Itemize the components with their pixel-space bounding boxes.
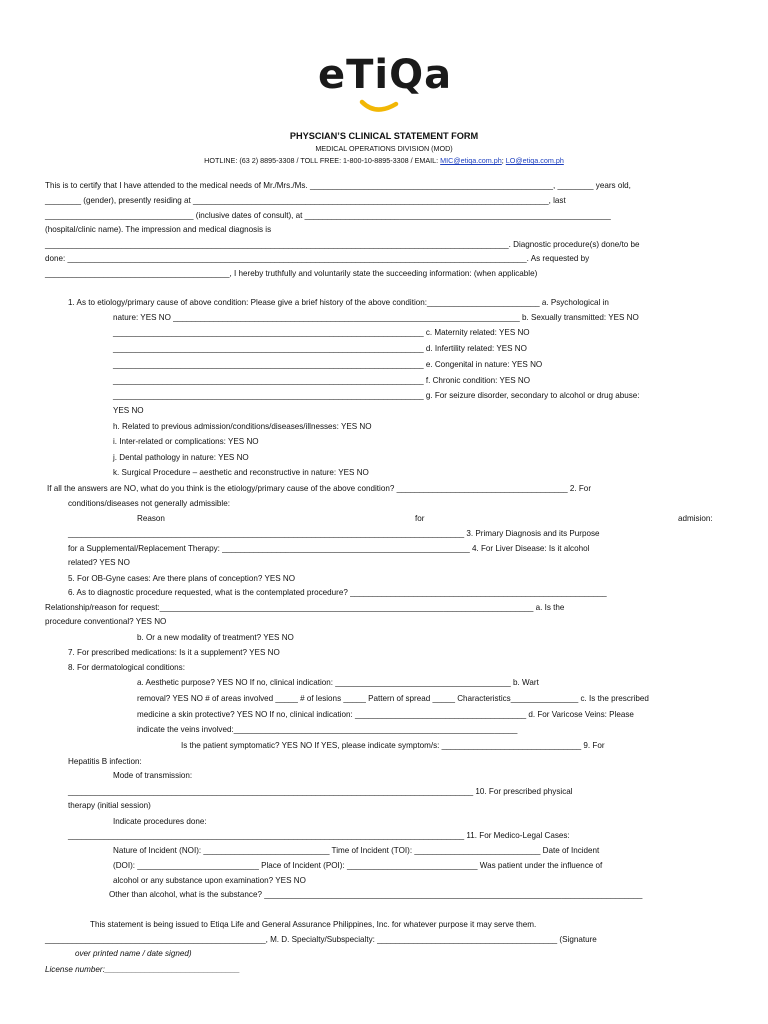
form-line: Hepatitis B infection:	[68, 757, 142, 766]
form-line: medicine a skin protective? YES NO If no, clinical indication: ______________________________________ d. For Varicose Veins: Please	[137, 710, 634, 719]
form-line: indicate the veins involved:_______________________________________________________________	[137, 725, 518, 734]
form-line: 1. As to etiology/primary cause of above condition: Please give a brief history of the above condition:_________________________ a. Psychological in	[68, 298, 609, 307]
form-line: i. Inter-related or complications: YES NO	[113, 437, 259, 446]
form-line: for a Supplemental/Replacement Therapy: _______________________________________________________ 4. For Liver Disease: Is it alcohol	[68, 544, 590, 553]
form-line: __________________________________________________________________________________________ 10. For prescribed physical	[68, 787, 573, 796]
form-line: h. Related to previous admission/conditions/diseases/illnesses: YES NO	[113, 422, 372, 431]
form-line: _________________________________ (inclusive dates of consult), at ____________________________________________________________________	[45, 211, 611, 220]
form-title: PHYSCIAN’S CLINICAL STATEMENT FORM	[289, 131, 479, 141]
form-line: removal? YES NO # of areas involved _____ # of lesions _____ Pattern of spread _____ Characteristics_______________ c. Is the prescribed	[137, 694, 649, 703]
form-line: _____________________________________________________________________ e. Congenital in nature: YES NO	[113, 360, 543, 369]
form-line: This statement is being issued to Etiqa Life and General Assurance Philippines, Inc. for whatever purpose it may serve them.	[90, 920, 537, 929]
form-line: a. Aesthetic purpose? YES NO If no, clinical indication: _______________________________________ b. Wart	[137, 678, 539, 687]
form-line: therapy (initial session)	[68, 801, 151, 810]
form-line: ________________________________________________________________________________________ 3. Primary Diagnosis and its Purpose	[68, 529, 600, 538]
form-line: _____________________________________________________________________ d. Infertility related: YES NO	[113, 344, 527, 353]
form-line: nature: YES NO _____________________________________________________________________________ b. Sexually transmitted: YES NO	[113, 313, 639, 322]
form-line: YES NO	[113, 406, 144, 415]
form-line: related? YES NO	[68, 558, 130, 567]
email-link-mic[interactable]: MIC@etiqa.com.ph	[440, 156, 502, 165]
email-separator: ;	[501, 156, 506, 165]
contact-line	[0, 156, 768, 165]
form-line: ________________________________________________________________________________________ 11. For Medico-Legal Cases:	[68, 831, 570, 840]
form-line: 5. For OB-Gyne cases: Are there plans of conception? YES NO	[68, 574, 296, 583]
form-line: Nature of Incident (NOI): ____________________________ Time of Incident (TOI): ____________________________ Date of Incident	[113, 846, 600, 855]
form-line: j. Dental pathology in nature: YES NO	[113, 453, 249, 462]
form-line: (DOI): ___________________________ Place of Incident (POI): _____________________________ Was patient under the influence of	[113, 861, 603, 870]
form-line: Is the patient symptomatic? YES NO If YES, please indicate symptom/s: _______________________________ 9. For	[181, 741, 605, 750]
form-line: _________________________________________, I hereby truthfully and voluntarily state the succeeding information: (when applicable)	[45, 269, 538, 278]
form-line: conditions/diseases not generally admissible:	[68, 499, 230, 508]
form-line: _____________________________________________________________________ c. Maternity related: YES NO	[113, 328, 530, 337]
form-line: Mode of transmission:	[113, 771, 193, 780]
form-line: _________________________________________________, M. D. Specialty/Subspecialty: ________________________________________ (Signature	[45, 935, 597, 944]
form-line: Other than alcohol, what is the substance? ____________________________________________________________________________________	[109, 890, 643, 899]
email-link-lo[interactable]: LO@etiqa.com.ph	[505, 156, 564, 165]
signature-caption: over printed name / date signed)	[75, 949, 192, 958]
form-line: _____________________________________________________________________ f. Chronic condition: YES NO	[113, 376, 531, 385]
form-line: 8. For dermatological conditions:	[68, 663, 185, 672]
form-line: Reason	[137, 514, 165, 523]
form-line: alcohol or any substance upon examination? YES NO	[113, 876, 306, 885]
form-line: ________ (gender), presently residing at _______________________________________________________________________________, last	[45, 196, 566, 205]
form-line: If all the answers are NO, what do you think is the etiology/primary cause of the above condition? ______________________________________ 2. For	[47, 484, 592, 493]
form-line: Relationship/reason for request:___________________________________________________________________________________ a. Is the	[45, 603, 565, 612]
form-line: 6. As to diagnostic procedure requested, what is the contemplated procedure? _________________________________________________________	[68, 588, 607, 597]
form-line: b. Or a new modality of treatment? YES NO	[137, 633, 294, 642]
hotline-text: HOTLINE: (63 2) 8895-3308 / TOLL FREE: 1-800-10-8895-3308 / EMAIL:	[204, 156, 441, 165]
form-line: k. Surgical Procedure – aesthetic and reconstructive in nature: YES NO	[113, 468, 369, 477]
form-line: _______________________________________________________________________________________________________. Diagnostic procedure(s) done/to be	[45, 240, 640, 249]
form-line: _____________________________________________________________________ g. For seizure disorder, secondary to alcohol or drug abuse:	[113, 391, 640, 400]
logo-wordmark: eTiQa	[318, 52, 453, 98]
form-line: procedure conventional? YES NO	[45, 617, 167, 626]
form-line: admision:	[678, 514, 713, 523]
form-line: This is to certify that I have attended to the medical needs of Mr./Mrs./Ms. ______________________________________________________, ________ years old,	[45, 181, 631, 190]
form-line: 7. For prescribed medications: Is it a supplement? YES NO	[68, 648, 280, 657]
license-number-line: License number:______________________________	[45, 965, 240, 974]
etiqa-logo	[318, 52, 453, 120]
form-line: (hospital/clinic name). The impression and medical diagnosis is	[45, 225, 272, 234]
form-line: done: ______________________________________________________________________________________________________. As requested by	[45, 254, 590, 263]
smile-swoosh-icon	[318, 52, 453, 120]
form-line: for	[415, 514, 425, 523]
division-name: MEDICAL OPERATIONS DIVISION (MOD)	[315, 144, 453, 153]
form-line: Indicate procedures done:	[113, 817, 207, 826]
